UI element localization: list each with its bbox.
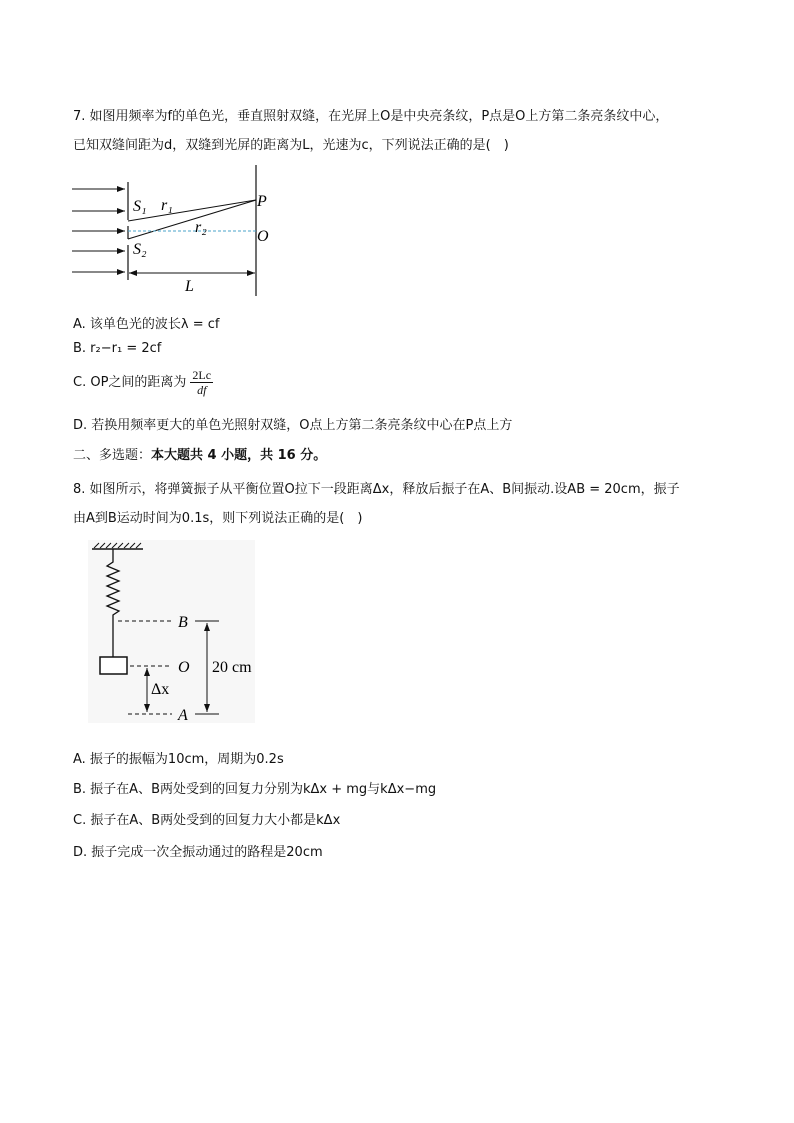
ray-r2 [128,200,256,239]
q8-option-a: A. 振子的振幅为10cm，周期为0.2s [73,752,284,767]
spring-oscillator-diagram [88,540,255,723]
q8-stem-line1: 8. 如图所示，将弹簧振子从平衡位置O拉下一段距离Δx，释放后振子在A、B间振动.设AB = 20cm，振子 [73,482,680,497]
label-r2: r₂ [195,219,207,236]
fraction-numerator: 2Lc [192,368,212,382]
q7-option-a: A. 该单色光的波长λ = cf [73,317,220,332]
label-a: A [178,707,188,724]
q8-option-d: D. 振子完成一次全振动通过的路程是20cm [73,845,323,860]
q8-option-b: B. 振子在A、B两处受到的回复力分别为kΔx + mg与kΔx−mg [73,782,437,797]
q7-option-c [73,368,213,397]
label-r1: r₁ [161,197,173,214]
label-20cm: 20 cm [212,659,252,676]
q7-stem-line1: 7. 如图用频率为f的单色光，垂直照射双缝，在光屏上O是中央亮条纹，P点是O上方第二条亮条纹中心， [73,109,669,124]
section-desc: 本大题共 4 小题，共 16 分。 [151,448,327,463]
label-p: P [257,193,267,210]
label-s2: S₂ [133,241,147,258]
fraction-denominator: df [197,383,207,397]
q7-stem-line2: 已知双缝间距为d，双缝到光屏的距离为L，光速为c，下列说法正确的是( ) [73,138,509,153]
incident-light-arrows [72,189,125,272]
ray-r1 [128,200,256,221]
section-title: 二、多选题： [73,448,152,463]
label-l: L [185,278,194,295]
label-o: O [257,228,269,245]
section-heading [73,444,326,463]
label-o: O [178,659,190,676]
label-dx: Δx [151,681,170,698]
q7-option-c-text: C. OP之间的距离为 [73,375,187,390]
label-b: B [178,614,188,631]
q8-stem-line2: 由A到B运动时间为0.1s，则下列说法正确的是( ) [73,511,363,526]
q7-option-b: B. r₂−r₁ = 2cf [73,341,162,356]
mass-block [100,657,127,674]
label-s1: S₁ [133,198,147,215]
q7-option-d: D. 若换用频率更大的单色光照射双缝，O点上方第二条亮条纹中心在P点上方 [73,418,513,433]
fraction [190,368,213,397]
q8-option-c: C. 振子在A、B两处受到的回复力大小都是kΔx [73,813,341,828]
